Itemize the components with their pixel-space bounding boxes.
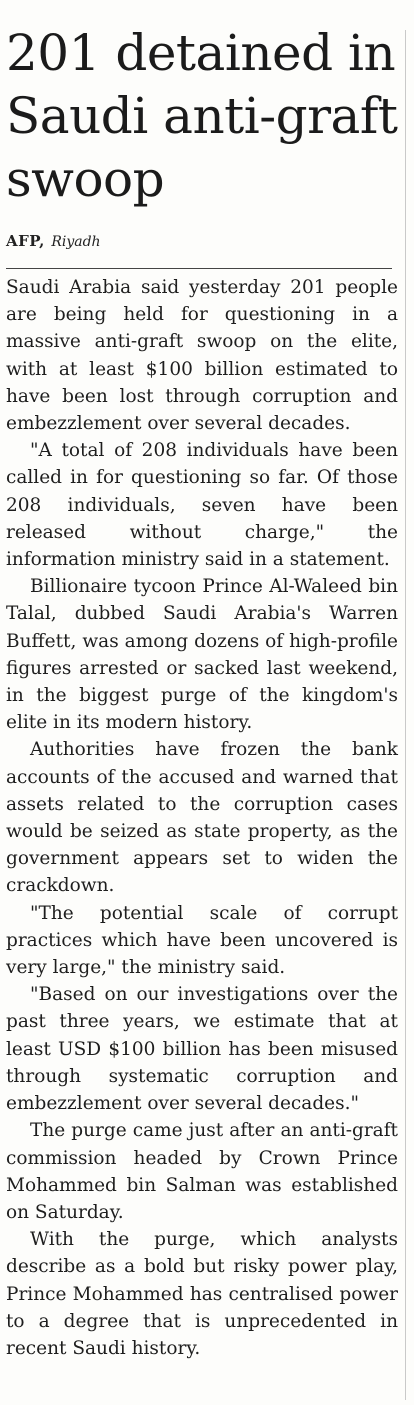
byline-agency: AFP, — [6, 232, 45, 250]
headline: 201 detained in Saudi anti-graft swoop — [6, 24, 398, 208]
byline-divider — [6, 268, 392, 269]
byline-place: Riyadh — [51, 234, 101, 250]
column-divider — [405, 30, 406, 1400]
paragraph: The purge came just after an anti-graft commission headed by Crown Prince Mohammed bin Salman was established on Saturday. — [6, 1120, 398, 1223]
paragraph: "The potential scale of corrupt practices which have been uncovered is very large," the ministry said. — [6, 902, 398, 979]
article-body — [6, 274, 398, 1362]
paragraph: "A total of 208 individuals have been called in for questioning so far. Of those 208 individuals, seven have been released without charge," the information ministry said in a statement. — [6, 440, 398, 571]
paragraph: "Based on our investigations over the past three years, we estimate that at least USD $100 billion has been misused through systematic corruption and embezzlement over several decades." — [6, 984, 398, 1115]
byline — [6, 232, 101, 250]
paragraph: With the purge, which analysts describe as a bold but risky power play, Prince Mohammed has centralised power to a degree that is unprecedented in recent Saudi history. — [6, 1229, 398, 1359]
paragraph: Billionaire tycoon Prince Al-Waleed bin Talal, dubbed Saudi Arabia's Warren Buffett, was among dozens of high-profile figures arrested or sacked last weekend, in the biggest purge of the kingdom's elite in its modern history. — [6, 576, 398, 734]
paragraph: Authorities have frozen the bank accounts of the accused and warned that assets related to the corruption cases would be seized as state property, as the government appears set to widen the crackdown. — [6, 739, 398, 897]
paragraph: Saudi Arabia said yesterday 201 people are being held for questioning in a massive anti-graft swoop on the elite, with at least $100 billion estimated to have been lost through corruption and embezzlement over several decades. — [6, 277, 398, 435]
